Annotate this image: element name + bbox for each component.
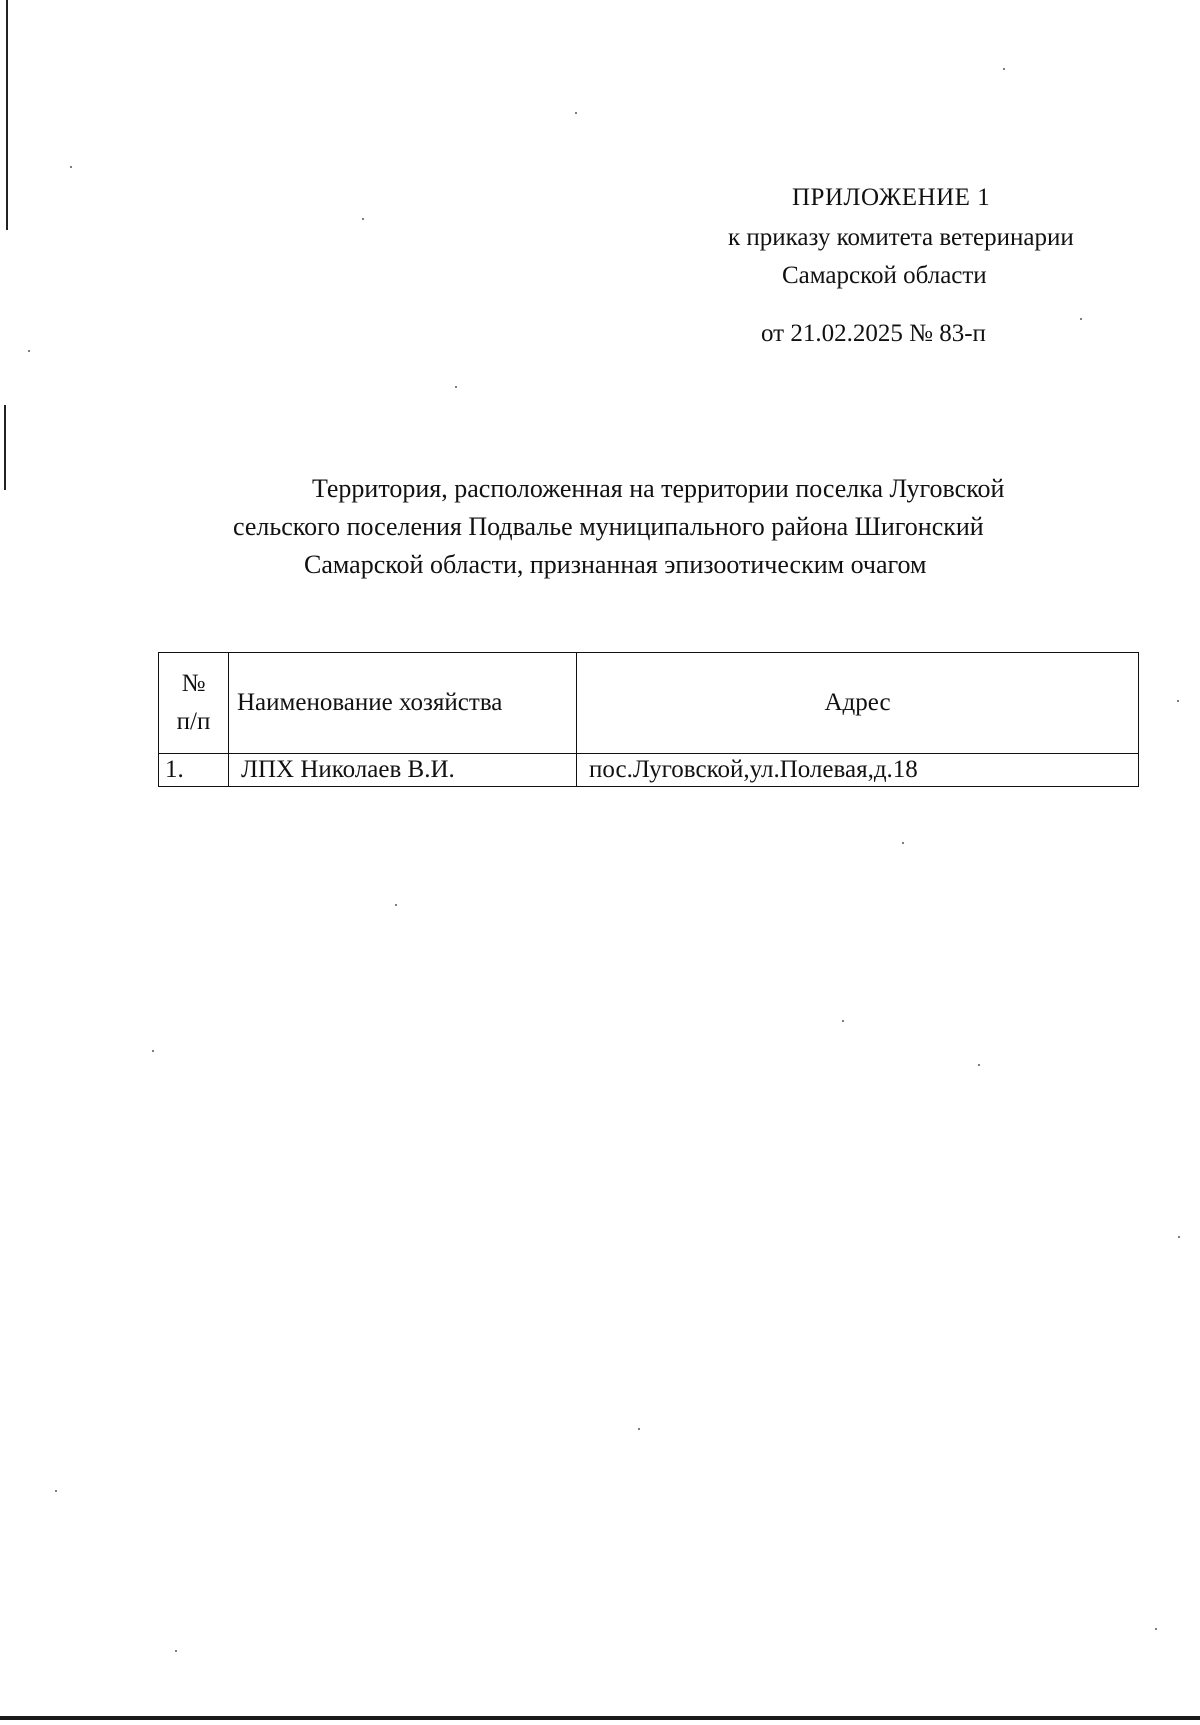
scan-speck [902,842,904,844]
scan-speck [28,350,30,352]
document-title [200,470,1080,584]
order-reference: к приказу комитета ветеринарии [728,224,1074,251]
table-row [159,754,1139,787]
row-farm-name: ЛПХ Николаев В.И. [229,754,577,787]
scan-speck [1080,318,1082,320]
document-title-line: Территория, расположенная на территории поселка Луговской [312,474,1005,503]
scan-speck [395,904,397,906]
scan-speck [175,1650,177,1652]
scan-speck [455,386,457,388]
scan-speck [978,1064,980,1066]
scan-speck [1003,68,1005,70]
region-name: Самарской области [782,262,987,289]
farms-table [158,652,1139,787]
scan-speck [362,218,364,220]
scan-speck [842,1020,844,1022]
header-number-sign: № [181,670,206,697]
scan-speck [1178,1236,1180,1238]
appendix-title: ПРИЛОЖЕНИЕ 1 [792,184,991,211]
order-date-number: от 21.02.2025 № 83-п [761,320,986,347]
scan-speck [1155,1628,1157,1630]
document-title-line: сельского поселения Подвалье муниципального района Шигонский [233,512,984,541]
header-number [159,653,229,754]
scan-edge-mark [4,405,6,490]
scan-edge-mark [6,0,8,230]
scan-speck [152,1050,154,1052]
scan-speck [1177,700,1179,702]
row-address: пос.Луговской,ул.Полевая,д.18 [577,754,1139,787]
table-header-row [159,653,1139,754]
header-number-pp: п/п [176,708,211,735]
document-title-line: Самарской области, признанная эпизоотическим очагом [304,550,927,579]
scan-speck [638,1428,640,1430]
header-address: Адрес [577,653,1139,754]
scan-speck [575,112,577,114]
scan-speck [70,166,72,168]
header-farm-name: Наименование хозяйства [229,653,577,754]
scan-bottom-rule [0,1716,1200,1720]
row-number: 1. [159,754,229,787]
scan-speck [55,1490,57,1492]
